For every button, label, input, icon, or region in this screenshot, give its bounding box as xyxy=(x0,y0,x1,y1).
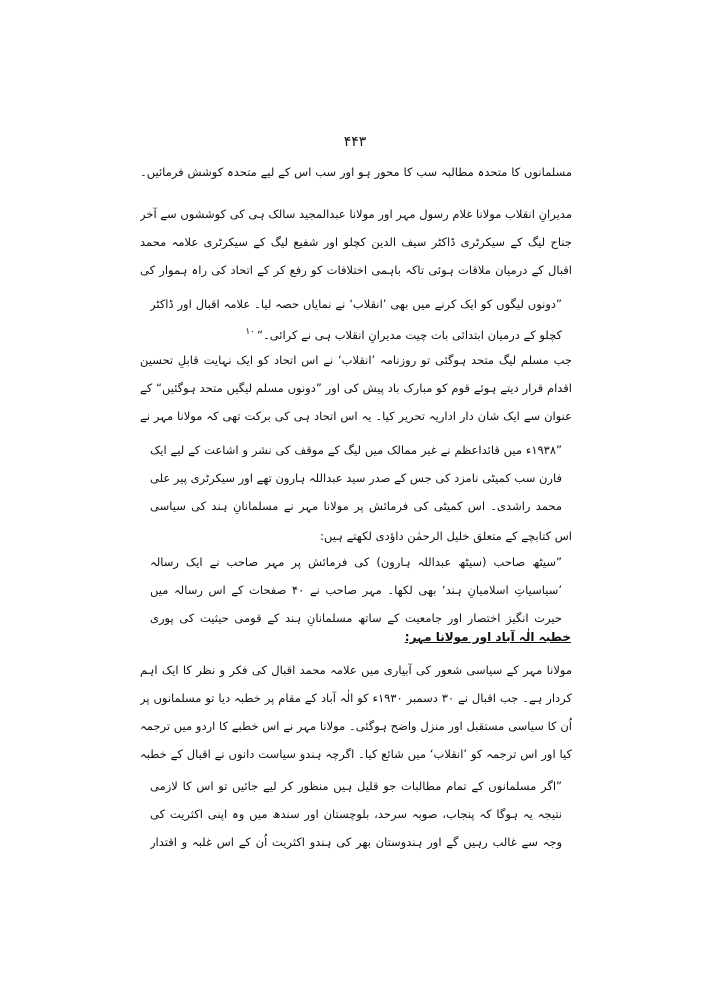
opening-line xyxy=(140,158,572,188)
quote-booklet-description xyxy=(150,548,562,634)
paragraph-text: اس کتابچے کے متعلق خلیل الرحمٰن داؤدی لکھتے ہیں: xyxy=(320,529,572,543)
paragraph-editors-efforts xyxy=(140,200,572,286)
paragraph-text: مولانا مہر کے سیاسی شعور کی آبیاری میں علامہ محمد اقبال کی فکر و نظر کا ایک اہم کردار ہے۔ جب اقبال نے ۳۰ دسمبر ۱۹۳۰ء کو الٰہ آباد کے مقام پر خطبہ دیا تو مسلمانوں پر اُن کا سیاسی مستقبل اور منزل واضح ہوگئی۔ مولانا مہر نے اس خطبے کا اردو میں ترجمہ کیا اور اس ترجمہ کو ’انقلاب‘ میں شائع کیا۔ اگرچہ ہندو سیاست دانوں نے اقبال کے خطبہ xyxy=(140,663,572,761)
quote-editorial xyxy=(150,772,562,862)
paragraph-allahabad-address xyxy=(140,656,572,770)
quote-foreign-committee xyxy=(150,436,562,522)
quote-text: ”دونوں لیگوں کو ایک کرنے میں بھی ’انقلاب‘ نے نمایاں حصہ لیا۔ علامہ اقبال اور ڈاکٹر کچلو کے درمیان ابتدائی بات چیت مدیرانِ انقلاب ہی نے کرائی۔“ xyxy=(150,297,562,342)
paragraph-text: مدیرانِ انقلاب مولانا غلام رسول مہر اور مولانا عبدالمجید سالک ہی کی کوششوں سے آخر جناح لیگ کے سیکرٹری ڈاکٹر سیف الدین کچلو اور شفیع لیگ کے سیکرٹری علامہ محمد اقبال کے درمیان ملاقات ہوئی تاکہ باہمی اختلافات کو رفع کر کے اتحاد کی راہ ہموار کی xyxy=(140,207,572,277)
footnote-marker: ۱۰ xyxy=(245,327,255,337)
quote-text: ”سیٹھ صاحب (سیٹھ عبداللہ ہارون) کی فرمائش پر مہر صاحب نے ایک رسالہ ’سیاسیاتِ اسلامیانِ ہند‘ بھی لکھا۔ مہر صاحب نے ۴۰ صفحات کے اس رسالہ میں حیرت انگیز اختصار اور جامعیت کے ساتھ مسلمانانِ ہند کے قومی حیثیت کی پوری xyxy=(150,555,562,625)
paragraph-league-united xyxy=(140,346,572,432)
opening-line-text: مسلمانوں کا متحدہ مطالبہ سب کا محور ہو اور سب اس کے لیے متحدہ کوشش فرمائیں۔ xyxy=(140,165,572,179)
page-number: ۴۴۳ xyxy=(343,134,367,150)
quote-text: ”اگر مسلمانوں کے تمام مطالبات جو قلیل ہیں منظور کر لیے جائیں تو اس کا لازمی نتیجہ یہ ہوگا کہ پنجاب، صوبہ سرحد، بلوچستان اور سندھ میں وہ اپنی اکثریت کی وجہ سے غالب رہیں گے اور ہندوستان بھر کی ہندو اکثریت اُن کے اس غلبہ و اقتدار xyxy=(150,779,562,849)
section-heading: خطبہ الٰہ آباد اور مولانا مہر: xyxy=(404,630,571,644)
quote-text: ”۱۹۳۸ء میں قائداعظم نے غیر ممالک میں لیگ کے موقف کی نشر و اشاعت کے لیے ایک فارن سب کمیٹی نامزد کی جس کے صدر سید عبداللہ ہارون تھے اور سیکرٹری پیر علی محمد راشدی۔ اس کمیٹی کی فرمائش پر مولانا مہر نے مسلمانانِ ہند کی سیاسی xyxy=(150,443,562,513)
paragraph-text: جب مسلم لیگ متحد ہوگئی تو روزنامہ ’انقلاب‘ نے اس اتحاد کو ایک نہایت قابلِ تحسین اقدام قرار دیتے ہوئے قوم کو مبارک باد پیش کی اور ”دونوں مسلم لیگیں متحد ہوگئیں“ کے عنوان سے ایک شان دار اداریہ تحریر کیا۔ یہ اس اتحاد ہی کی برکت تھی کہ مولانا مہر نے xyxy=(140,353,572,423)
quote-two-leagues xyxy=(150,290,562,348)
